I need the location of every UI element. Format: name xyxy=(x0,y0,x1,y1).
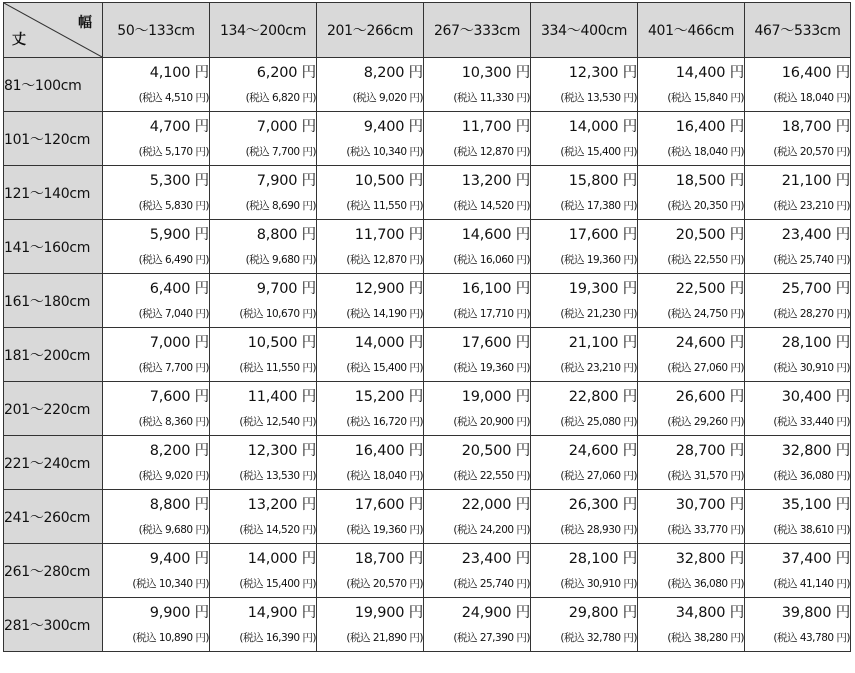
price-value: 25,700 円 xyxy=(781,281,850,297)
price-value: 21,100 円 xyxy=(781,173,850,189)
price-value: 18,700 円 xyxy=(354,551,423,567)
price-value: 30,700 円 xyxy=(675,497,744,513)
price-cell xyxy=(531,382,638,436)
price-value: 13,200 円 xyxy=(247,497,316,513)
tax-included-price: (税込 21,890 円) xyxy=(346,632,423,644)
price-cell xyxy=(638,382,745,436)
tax-included-price: (税込 31,570 円) xyxy=(667,470,744,482)
row-header: 241～260cm xyxy=(4,490,103,544)
tax-included-price: (税込 41,140 円) xyxy=(773,578,850,590)
tax-included-price: (税込 10,890 円) xyxy=(132,632,209,644)
price-cell xyxy=(103,166,210,220)
price-cell xyxy=(317,436,424,490)
tax-included-price: (税込 11,550 円) xyxy=(239,362,316,374)
tax-included-price: (税込 12,870 円) xyxy=(453,146,530,158)
tax-included-price: (税込 6,490 円) xyxy=(138,254,209,266)
tax-included-price: (税込 16,060 円) xyxy=(453,254,530,266)
table-row xyxy=(4,436,851,490)
price-cell xyxy=(745,598,851,652)
price-cell xyxy=(317,598,424,652)
tax-included-price: (税込 8,690 円) xyxy=(245,200,316,212)
tax-included-price: (税込 14,190 円) xyxy=(346,308,423,320)
price-value: 18,500 円 xyxy=(675,173,744,189)
price-cell xyxy=(103,220,210,274)
tax-included-price: (税込 24,200 円) xyxy=(453,524,530,536)
tax-included-price: (税込 23,210 円) xyxy=(560,362,637,374)
price-cell xyxy=(424,382,531,436)
price-value: 22,800 円 xyxy=(568,389,637,405)
tax-included-price: (税込 38,280 円) xyxy=(667,632,744,644)
table-row xyxy=(4,112,851,166)
price-cell xyxy=(531,58,638,112)
tax-included-price: (税込 19,360 円) xyxy=(453,362,530,374)
row-header: 121～140cm xyxy=(4,166,103,220)
tax-included-price: (税込 18,040 円) xyxy=(773,92,850,104)
column-header: 401～466cm xyxy=(638,3,745,58)
tax-included-price: (税込 9,680 円) xyxy=(138,524,209,536)
price-cell xyxy=(210,436,317,490)
tax-included-price: (税込 25,740 円) xyxy=(453,578,530,590)
price-cell xyxy=(210,166,317,220)
tax-included-price: (税込 18,040 円) xyxy=(667,146,744,158)
price-value: 26,600 円 xyxy=(675,389,744,405)
price-value: 5,900 円 xyxy=(149,227,209,243)
tax-included-price: (税込 19,360 円) xyxy=(560,254,637,266)
price-cell xyxy=(424,112,531,166)
price-cell xyxy=(745,544,851,598)
table-row xyxy=(4,382,851,436)
price-cell xyxy=(531,598,638,652)
price-cell xyxy=(531,328,638,382)
price-value: 24,600 円 xyxy=(568,443,637,459)
tax-included-price: (税込 25,740 円) xyxy=(773,254,850,266)
price-value: 30,400 円 xyxy=(781,389,850,405)
tax-included-price: (税込 4,510 円) xyxy=(138,92,209,104)
price-value: 14,000 円 xyxy=(247,551,316,567)
price-value: 22,000 円 xyxy=(461,497,530,513)
column-header: 201～266cm xyxy=(317,3,424,58)
tax-included-price: (税込 11,550 円) xyxy=(346,200,423,212)
price-cell xyxy=(317,220,424,274)
price-cell xyxy=(424,166,531,220)
price-cell xyxy=(210,58,317,112)
tax-included-price: (税込 16,390 円) xyxy=(239,632,316,644)
price-cell xyxy=(317,382,424,436)
price-value: 7,000 円 xyxy=(256,119,316,135)
price-cell xyxy=(103,328,210,382)
price-value: 26,300 円 xyxy=(568,497,637,513)
price-cell xyxy=(103,58,210,112)
price-cell xyxy=(638,544,745,598)
price-cell xyxy=(424,328,531,382)
tax-included-price: (税込 27,060 円) xyxy=(667,362,744,374)
price-cell xyxy=(638,220,745,274)
width-axis-label: 幅 xyxy=(78,15,92,31)
price-cell xyxy=(531,112,638,166)
price-value: 16,400 円 xyxy=(354,443,423,459)
price-cell xyxy=(424,598,531,652)
column-header: 50～133cm xyxy=(103,3,210,58)
tax-included-price: (税込 33,770 円) xyxy=(667,524,744,536)
tax-included-price: (税込 20,570 円) xyxy=(346,578,423,590)
price-cell xyxy=(210,382,317,436)
price-cell xyxy=(745,274,851,328)
table-row xyxy=(4,220,851,274)
tax-included-price: (税込 14,520 円) xyxy=(239,524,316,536)
price-value: 19,300 円 xyxy=(568,281,637,297)
price-cell xyxy=(638,58,745,112)
row-header: 261～280cm xyxy=(4,544,103,598)
row-header: 201～220cm xyxy=(4,382,103,436)
price-cell xyxy=(210,544,317,598)
price-cell xyxy=(210,328,317,382)
price-value: 14,900 円 xyxy=(247,605,316,621)
tax-included-price: (税込 20,350 円) xyxy=(667,200,744,212)
tax-included-price: (税込 23,210 円) xyxy=(773,200,850,212)
price-value: 10,500 円 xyxy=(247,335,316,351)
price-value: 17,600 円 xyxy=(354,497,423,513)
price-value: 6,200 円 xyxy=(256,65,316,81)
price-cell xyxy=(103,490,210,544)
price-cell xyxy=(317,544,424,598)
tax-included-price: (税込 27,390 円) xyxy=(453,632,530,644)
tax-included-price: (税込 25,080 円) xyxy=(560,416,637,428)
price-value: 7,000 円 xyxy=(149,335,209,351)
tax-included-price: (税込 36,080 円) xyxy=(667,578,744,590)
tax-included-price: (税込 38,610 円) xyxy=(773,524,850,536)
price-value: 28,100 円 xyxy=(568,551,637,567)
tax-included-price: (税込 27,060 円) xyxy=(560,470,637,482)
header-row xyxy=(4,3,851,58)
tax-included-price: (税込 9,020 円) xyxy=(138,470,209,482)
price-value: 21,100 円 xyxy=(568,335,637,351)
tax-included-price: (税込 8,360 円) xyxy=(138,416,209,428)
price-value: 14,600 円 xyxy=(461,227,530,243)
price-value: 12,300 円 xyxy=(247,443,316,459)
price-value: 7,900 円 xyxy=(256,173,316,189)
price-cell xyxy=(424,490,531,544)
tax-included-price: (税込 6,820 円) xyxy=(245,92,316,104)
price-cell xyxy=(638,436,745,490)
price-cell xyxy=(317,112,424,166)
price-value: 4,100 円 xyxy=(149,65,209,81)
price-cell xyxy=(103,274,210,328)
price-value: 23,400 円 xyxy=(781,227,850,243)
tax-included-price: (税込 20,570 円) xyxy=(773,146,850,158)
column-header: 267～333cm xyxy=(424,3,531,58)
tax-included-price: (税込 17,710 円) xyxy=(453,308,530,320)
price-cell xyxy=(745,166,851,220)
row-header: 101～120cm xyxy=(4,112,103,166)
tax-included-price: (税込 22,550 円) xyxy=(453,470,530,482)
price-cell xyxy=(317,490,424,544)
price-value: 12,900 円 xyxy=(354,281,423,297)
price-cell xyxy=(638,328,745,382)
price-value: 22,500 円 xyxy=(675,281,744,297)
price-value: 35,100 円 xyxy=(781,497,850,513)
price-cell xyxy=(210,274,317,328)
price-value: 14,000 円 xyxy=(354,335,423,351)
price-cell xyxy=(210,112,317,166)
price-value: 9,400 円 xyxy=(363,119,423,135)
tax-included-price: (税込 28,270 円) xyxy=(773,308,850,320)
price-cell xyxy=(531,274,638,328)
tax-included-price: (税込 33,440 円) xyxy=(773,416,850,428)
price-cell xyxy=(745,382,851,436)
price-cell xyxy=(531,166,638,220)
height-axis-label: 丈 xyxy=(12,32,26,48)
price-value: 18,700 円 xyxy=(781,119,850,135)
tax-included-price: (税込 15,840 円) xyxy=(667,92,744,104)
table-row xyxy=(4,490,851,544)
price-value: 24,600 円 xyxy=(675,335,744,351)
price-cell xyxy=(638,112,745,166)
price-value: 5,300 円 xyxy=(149,173,209,189)
price-cell xyxy=(424,436,531,490)
tax-included-price: (税込 10,340 円) xyxy=(132,578,209,590)
table-row xyxy=(4,58,851,112)
price-value: 12,300 円 xyxy=(568,65,637,81)
price-value: 20,500 円 xyxy=(461,443,530,459)
price-cell xyxy=(210,598,317,652)
price-cell xyxy=(745,112,851,166)
price-value: 8,200 円 xyxy=(149,443,209,459)
price-cell xyxy=(638,274,745,328)
price-value: 16,100 円 xyxy=(461,281,530,297)
price-cell xyxy=(317,274,424,328)
price-value: 32,800 円 xyxy=(675,551,744,567)
price-value: 9,700 円 xyxy=(256,281,316,297)
tax-included-price: (税込 22,550 円) xyxy=(667,254,744,266)
price-table xyxy=(3,2,851,652)
tax-included-price: (税込 12,540 円) xyxy=(239,416,316,428)
price-cell xyxy=(745,220,851,274)
price-cell xyxy=(424,544,531,598)
tax-included-price: (税込 9,020 円) xyxy=(352,92,423,104)
price-cell xyxy=(103,544,210,598)
price-cell xyxy=(103,112,210,166)
table-body xyxy=(4,58,851,652)
price-cell xyxy=(745,490,851,544)
price-value: 20,500 円 xyxy=(675,227,744,243)
price-value: 11,700 円 xyxy=(461,119,530,135)
price-value: 28,100 円 xyxy=(781,335,850,351)
price-value: 34,800 円 xyxy=(675,605,744,621)
price-cell xyxy=(745,436,851,490)
column-header: 334～400cm xyxy=(531,3,638,58)
price-cell xyxy=(424,274,531,328)
tax-included-price: (税込 7,700 円) xyxy=(138,362,209,374)
price-cell xyxy=(317,166,424,220)
price-cell xyxy=(638,166,745,220)
price-value: 15,200 円 xyxy=(354,389,423,405)
price-cell xyxy=(638,490,745,544)
tax-included-price: (税込 20,900 円) xyxy=(453,416,530,428)
row-header: 81～100cm xyxy=(4,58,103,112)
price-value: 13,200 円 xyxy=(461,173,530,189)
table-row xyxy=(4,544,851,598)
price-value: 14,400 円 xyxy=(675,65,744,81)
table-row xyxy=(4,166,851,220)
price-value: 10,300 円 xyxy=(461,65,530,81)
tax-included-price: (税込 11,330 円) xyxy=(453,92,530,104)
price-value: 9,400 円 xyxy=(149,551,209,567)
row-header: 181～200cm xyxy=(4,328,103,382)
price-cell xyxy=(424,58,531,112)
price-value: 24,900 円 xyxy=(461,605,530,621)
price-value: 28,700 円 xyxy=(675,443,744,459)
tax-included-price: (税込 15,400 円) xyxy=(239,578,316,590)
table-row xyxy=(4,274,851,328)
row-header: 281～300cm xyxy=(4,598,103,652)
price-value: 14,000 円 xyxy=(568,119,637,135)
tax-included-price: (税込 7,700 円) xyxy=(245,146,316,158)
price-cell xyxy=(103,382,210,436)
tax-included-price: (税込 16,720 円) xyxy=(346,416,423,428)
tax-included-price: (税込 17,380 円) xyxy=(560,200,637,212)
price-value: 23,400 円 xyxy=(461,551,530,567)
price-cell xyxy=(210,220,317,274)
price-value: 7,600 円 xyxy=(149,389,209,405)
price-cell xyxy=(210,490,317,544)
price-value: 11,700 円 xyxy=(354,227,423,243)
tax-included-price: (税込 28,930 円) xyxy=(560,524,637,536)
price-cell xyxy=(317,58,424,112)
price-cell xyxy=(103,598,210,652)
price-value: 11,400 円 xyxy=(247,389,316,405)
tax-included-price: (税込 13,530 円) xyxy=(239,470,316,482)
tax-included-price: (税込 13,530 円) xyxy=(560,92,637,104)
row-header: 161～180cm xyxy=(4,274,103,328)
price-table-container xyxy=(3,2,851,652)
price-cell xyxy=(745,58,851,112)
tax-included-price: (税込 7,040 円) xyxy=(138,308,209,320)
column-header: 467～533cm xyxy=(745,3,851,58)
price-value: 16,400 円 xyxy=(675,119,744,135)
price-value: 37,400 円 xyxy=(781,551,850,567)
price-cell xyxy=(317,328,424,382)
tax-included-price: (税込 10,340 円) xyxy=(346,146,423,158)
tax-included-price: (税込 10,670 円) xyxy=(239,308,316,320)
price-value: 17,600 円 xyxy=(568,227,637,243)
price-value: 19,000 円 xyxy=(461,389,530,405)
price-value: 17,600 円 xyxy=(461,335,530,351)
tax-included-price: (税込 29,260 円) xyxy=(667,416,744,428)
table-row xyxy=(4,598,851,652)
tax-included-price: (税込 15,400 円) xyxy=(346,362,423,374)
tax-included-price: (税込 18,040 円) xyxy=(346,470,423,482)
price-cell xyxy=(531,490,638,544)
price-cell xyxy=(638,598,745,652)
price-value: 39,800 円 xyxy=(781,605,850,621)
tax-included-price: (税込 12,870 円) xyxy=(346,254,423,266)
tax-included-price: (税込 9,680 円) xyxy=(245,254,316,266)
price-cell xyxy=(531,220,638,274)
column-header: 134～200cm xyxy=(210,3,317,58)
tax-included-price: (税込 36,080 円) xyxy=(773,470,850,482)
price-value: 8,200 円 xyxy=(363,65,423,81)
price-cell xyxy=(531,436,638,490)
price-cell xyxy=(531,544,638,598)
row-header: 141～160cm xyxy=(4,220,103,274)
price-value: 19,900 円 xyxy=(354,605,423,621)
tax-included-price: (税込 32,780 円) xyxy=(560,632,637,644)
price-value: 16,400 円 xyxy=(781,65,850,81)
price-value: 8,800 円 xyxy=(149,497,209,513)
price-value: 9,900 円 xyxy=(149,605,209,621)
tax-included-price: (税込 30,910 円) xyxy=(560,578,637,590)
tax-included-price: (税込 24,750 円) xyxy=(667,308,744,320)
tax-included-price: (税込 30,910 円) xyxy=(773,362,850,374)
tax-included-price: (税込 14,520 円) xyxy=(453,200,530,212)
tax-included-price: (税込 21,230 円) xyxy=(560,308,637,320)
table-row xyxy=(4,328,851,382)
price-cell xyxy=(424,220,531,274)
row-header: 221～240cm xyxy=(4,436,103,490)
tax-included-price: (税込 15,400 円) xyxy=(560,146,637,158)
price-value: 8,800 円 xyxy=(256,227,316,243)
price-cell xyxy=(745,328,851,382)
price-value: 6,400 円 xyxy=(149,281,209,297)
price-cell xyxy=(103,436,210,490)
corner-cell xyxy=(4,3,103,58)
tax-included-price: (税込 5,830 円) xyxy=(138,200,209,212)
price-value: 32,800 円 xyxy=(781,443,850,459)
price-value: 10,500 円 xyxy=(354,173,423,189)
tax-included-price: (税込 19,360 円) xyxy=(346,524,423,536)
price-value: 4,700 円 xyxy=(149,119,209,135)
tax-included-price: (税込 5,170 円) xyxy=(138,146,209,158)
tax-included-price: (税込 43,780 円) xyxy=(773,632,850,644)
price-value: 29,800 円 xyxy=(568,605,637,621)
price-value: 15,800 円 xyxy=(568,173,637,189)
